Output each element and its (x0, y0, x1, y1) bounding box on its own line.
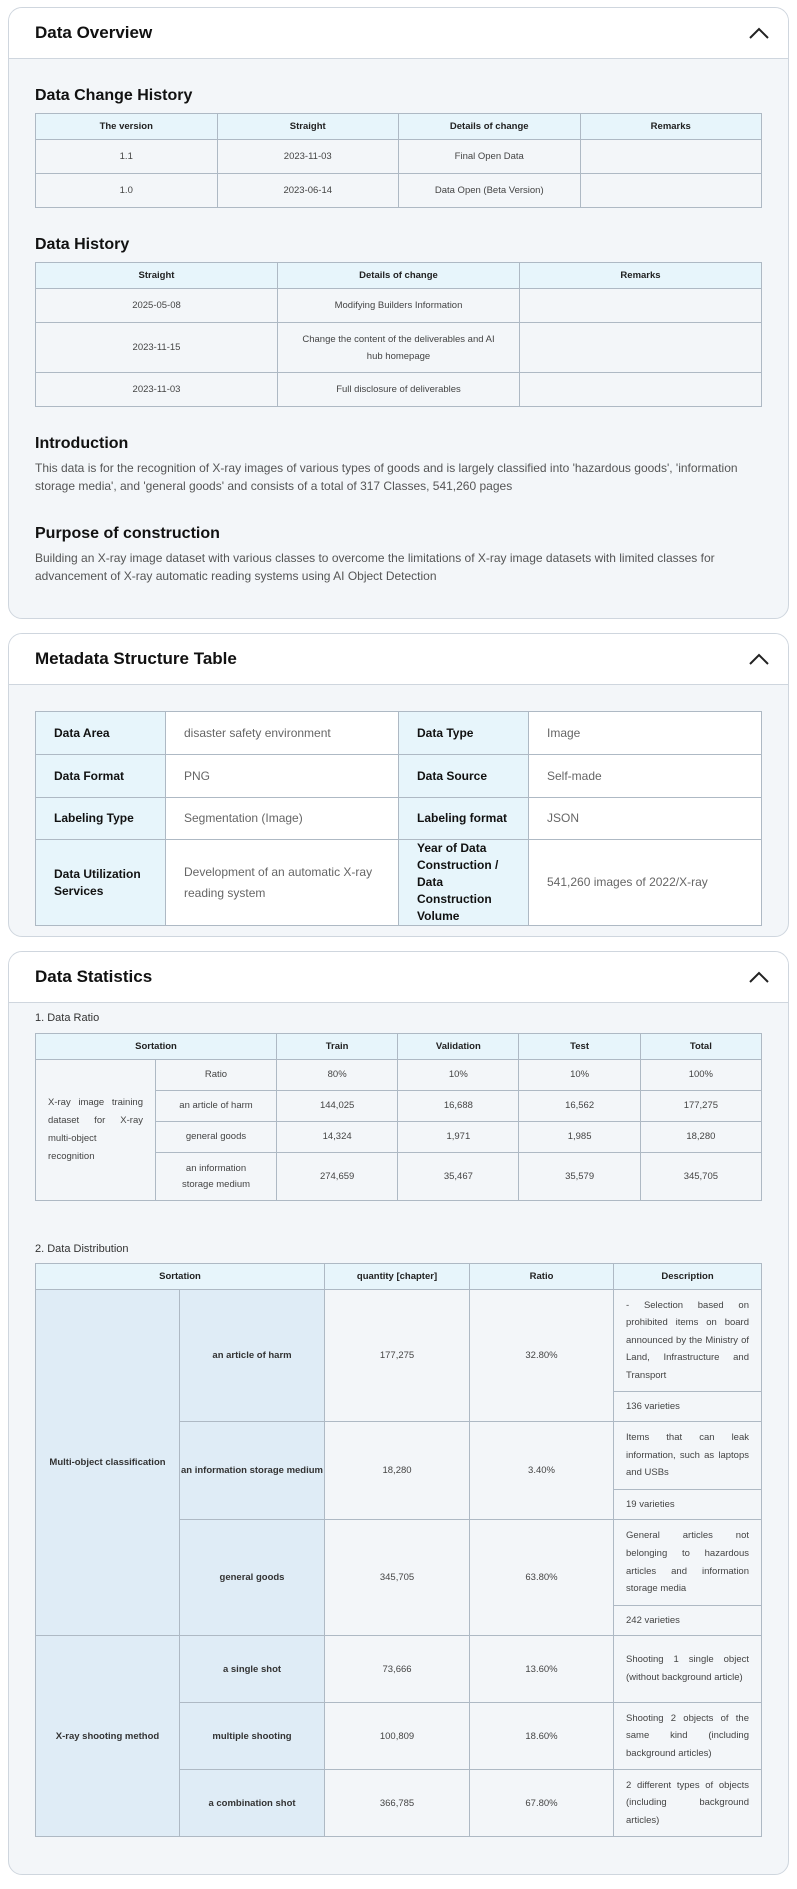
column-header: Straight (36, 263, 278, 289)
table-row (36, 1290, 762, 1392)
table-cell: 10% (519, 1060, 640, 1091)
description-cell: Items that can leak information, such as laptops and USBs (614, 1422, 762, 1490)
varieties-cell: 19 varieties (614, 1490, 762, 1520)
column-header: Sortation (36, 1034, 277, 1060)
table-cell: 1,985 (519, 1122, 640, 1153)
table-cell: 1.1 (36, 140, 218, 174)
metadata-value: Self-made (529, 755, 762, 798)
table-cell: 10% (398, 1060, 519, 1091)
table-cell: 14,324 (277, 1122, 398, 1153)
table-cell: Change the content of the deliverables and AI hub homepage (278, 323, 520, 373)
table-cell: 177,275 (640, 1091, 761, 1122)
table-cell: 80% (277, 1060, 398, 1091)
section-title: Data Change History (35, 87, 193, 104)
group-label: X-ray shooting method (36, 1636, 180, 1837)
section-title: Data History (35, 236, 130, 253)
table-row (36, 323, 762, 373)
group-label: Multi-object classification (36, 1290, 180, 1636)
table-cell: general goods (156, 1122, 277, 1153)
column-header: Remarks (520, 263, 762, 289)
table-cell (580, 140, 762, 174)
metadata-key: Data Format (36, 755, 166, 798)
column-header: Validation (398, 1034, 519, 1060)
column-header: Description (614, 1264, 762, 1290)
table-cell: 2023-11-15 (36, 323, 278, 373)
table-row (36, 373, 762, 407)
section-title: Introduction (35, 435, 129, 452)
column-header: Sortation (36, 1264, 325, 1290)
quantity-cell: 366,785 (325, 1770, 470, 1837)
item-label: a combination shot (180, 1770, 325, 1837)
table-cell (520, 289, 762, 323)
table-cell: 1.0 (36, 174, 218, 208)
table-cell: Modifying Builders Information (278, 289, 520, 323)
chevron-up-icon[interactable] (748, 970, 770, 984)
column-header: Straight (217, 114, 399, 140)
ratio-cell: 3.40% (470, 1422, 614, 1520)
table-row (36, 712, 762, 755)
table-row (36, 289, 762, 323)
metadata-header[interactable] (9, 634, 788, 685)
column-header: Details of change (399, 114, 581, 140)
item-label: an information storage medium (180, 1422, 325, 1520)
table-row (36, 840, 762, 926)
ratio-cell: 32.80% (470, 1290, 614, 1422)
data-overview-header[interactable] (9, 8, 788, 59)
quantity-cell: 177,275 (325, 1290, 470, 1422)
metadata-value: disaster safety environment (166, 712, 399, 755)
data-history-table (35, 262, 762, 407)
quantity-cell: 18,280 (325, 1422, 470, 1520)
ratio-cell: 67.80% (470, 1770, 614, 1837)
column-header: Total (640, 1034, 761, 1060)
table-cell: 144,025 (277, 1091, 398, 1122)
column-header: Train (277, 1034, 398, 1060)
data-overview-panel (8, 7, 789, 619)
quantity-cell: 100,809 (325, 1703, 470, 1770)
table-cell: 18,280 (640, 1122, 761, 1153)
data-distribution-table (35, 1263, 762, 1837)
column-header: Remarks (580, 114, 762, 140)
table-row (36, 174, 762, 208)
metadata-key: Data Source (399, 755, 529, 798)
column-header: Details of change (278, 263, 520, 289)
introduction-text: This data is for the recognition of X-ray images of various types of goods and is largely classified into 'hazardous goods', 'information storage media', and 'general goods' and consists of a total of 317 Classes, 541,260 pages (35, 461, 738, 493)
description-cell: Shooting 1 single object (without background article) (614, 1636, 762, 1703)
table-cell: 2025-05-08 (36, 289, 278, 323)
table-cell: 16,562 (519, 1091, 640, 1122)
column-header: Test (519, 1034, 640, 1060)
metadata-value: Development of an automatic X-ray reading system (166, 840, 399, 926)
table-cell (520, 323, 762, 373)
table-cell: Full disclosure of deliverables (278, 373, 520, 407)
quantity-cell: 73,666 (325, 1636, 470, 1703)
data-ratio-table (35, 1033, 762, 1201)
varieties-cell: 242 varieties (614, 1606, 762, 1636)
table-cell: an information storage medium (156, 1153, 277, 1201)
description-cell: Shooting 2 objects of the same kind (including background articles) (614, 1703, 762, 1770)
metadata-value: JSON (529, 798, 762, 840)
table-cell: 100% (640, 1060, 761, 1091)
table-cell: Final Open Data (399, 140, 581, 174)
ratio-cell: 63.80% (470, 1520, 614, 1636)
metadata-key: Labeling format (399, 798, 529, 840)
table-cell: 16,688 (398, 1091, 519, 1122)
ratio-cell: 18.60% (470, 1703, 614, 1770)
table-row (36, 1636, 762, 1703)
table-cell (580, 174, 762, 208)
data-distribution-label: 2. Data Distribution (35, 1243, 129, 1255)
metadata-value: Segmentation (Image) (166, 798, 399, 840)
column-header: Ratio (470, 1264, 614, 1290)
item-label: an article of harm (180, 1290, 325, 1422)
table-cell: 2023-06-14 (217, 174, 399, 208)
metadata-key: Data Area (36, 712, 166, 755)
metadata-key: Year of Data Construction / Data Construction Volume (399, 840, 529, 926)
column-header: quantity [chapter] (325, 1264, 470, 1290)
metadata-value: 541,260 images of 2022/X-ray (529, 840, 762, 926)
panel-title: Data Overview (35, 23, 153, 42)
chevron-up-icon[interactable] (748, 652, 770, 666)
panel-title: Data Statistics (35, 967, 153, 986)
item-label: a single shot (180, 1636, 325, 1703)
column-header: The version (36, 114, 218, 140)
table-cell: Ratio (156, 1060, 277, 1091)
table-row (36, 798, 762, 840)
data-ratio-label: 1. Data Ratio (35, 1012, 100, 1024)
varieties-cell: 136 varieties (614, 1392, 762, 1422)
table-cell: 274,659 (277, 1153, 398, 1201)
metadata-table (35, 711, 762, 926)
purpose-text: Building an X-ray image dataset with various classes to overcome the limitations of X-ray image datasets with limited classes for advancement of X-ray automatic reading systems using AI Object Detection (35, 551, 715, 583)
table-cell: 35,467 (398, 1153, 519, 1201)
metadata-panel (8, 633, 789, 937)
table-cell: an article of harm (156, 1091, 277, 1122)
table-cell (520, 373, 762, 407)
data-statistics-panel (8, 951, 789, 1875)
description-cell: 2 different types of objects (including background articles) (614, 1770, 762, 1837)
section-title: Purpose of construction (35, 525, 220, 542)
table-row (36, 1060, 762, 1091)
ratio-cell: 13.60% (470, 1636, 614, 1703)
metadata-key: Data Utilization Services (36, 840, 166, 926)
description-cell: - Selection based on prohibited items on board announced by the Ministry of Land, Infrastructure and Transport (614, 1290, 762, 1392)
metadata-key: Labeling Type (36, 798, 166, 840)
metadata-value: PNG (166, 755, 399, 798)
table-cell: Data Open (Beta Version) (399, 174, 581, 208)
table-cell: 1,971 (398, 1122, 519, 1153)
item-label: general goods (180, 1520, 325, 1636)
table-cell: 35,579 (519, 1153, 640, 1201)
change-history-table (35, 113, 762, 208)
table-cell: 2023-11-03 (36, 373, 278, 407)
item-label: multiple shooting (180, 1703, 325, 1770)
table-row (36, 140, 762, 174)
table-cell: 2023-11-03 (217, 140, 399, 174)
table-cell: 345,705 (640, 1153, 761, 1201)
table-row (36, 755, 762, 798)
chevron-up-icon[interactable] (748, 26, 770, 40)
metadata-key: Data Type (399, 712, 529, 755)
panel-title: Metadata Structure Table (35, 649, 237, 668)
data-statistics-header[interactable] (9, 952, 788, 1003)
quantity-cell: 345,705 (325, 1520, 470, 1636)
description-cell: General articles not belonging to hazardous articles and information storage media (614, 1520, 762, 1606)
metadata-value: Image (529, 712, 762, 755)
group-label: X-ray image training dataset for X-ray multi-object recognition (36, 1060, 156, 1201)
